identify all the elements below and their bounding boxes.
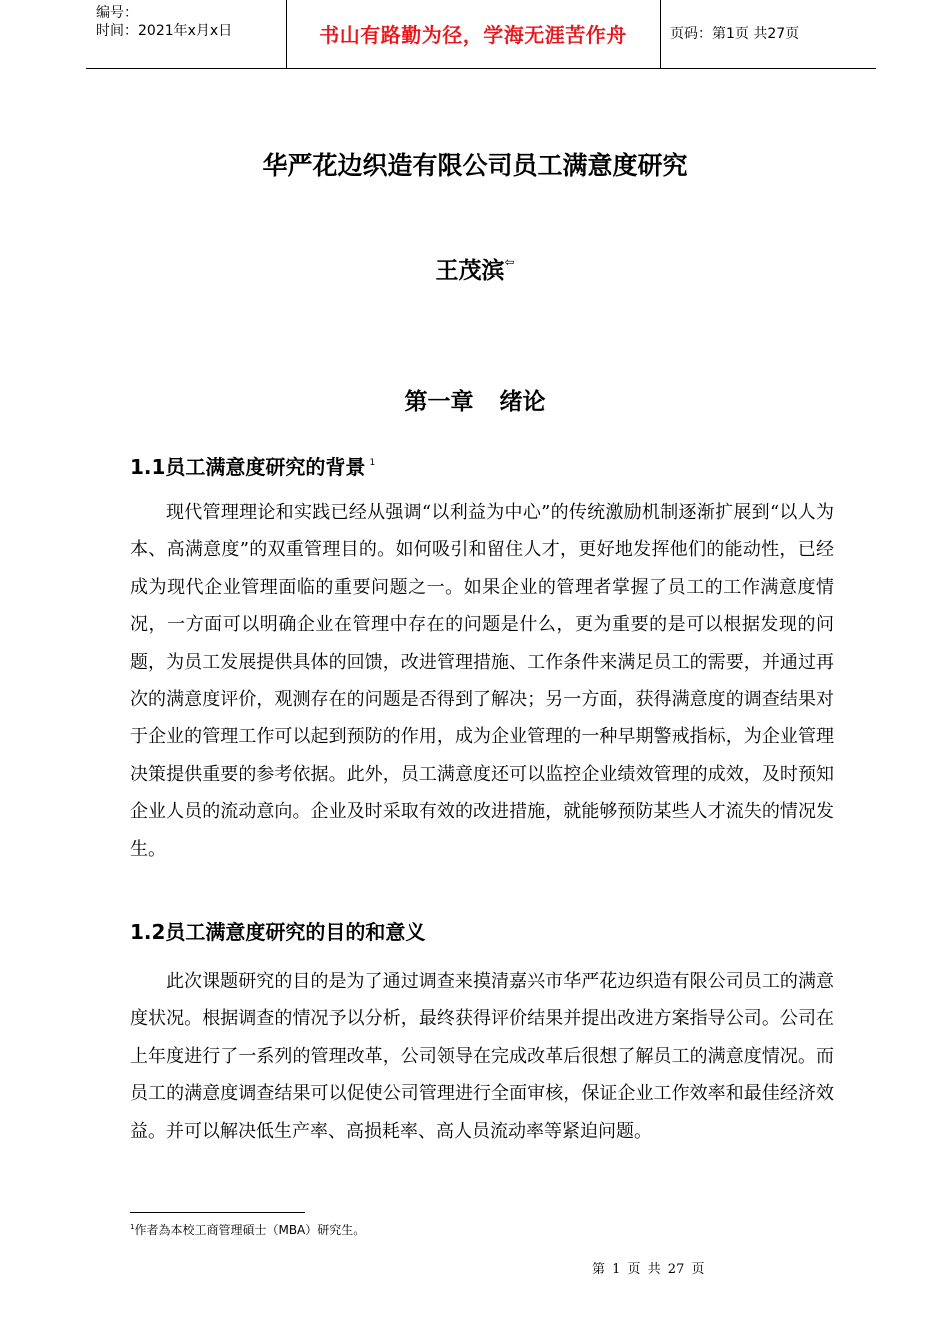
serial-number-label: 编号： [96,5,138,21]
footnote [130,1219,365,1238]
section-heading-1-1 [130,449,375,481]
header-motto-cell [286,0,661,68]
footnote-mark: 1 [130,1223,135,1231]
author-line [0,252,950,285]
header-meta-cell [86,0,287,68]
footnote-text: 作者為本校工商管理碩士（MBA）研究生。 [134,1223,366,1237]
header-page-cell [660,0,876,68]
page-footer: 第 1 页 共 27 页 [592,1262,705,1277]
section-1-2-paragraph: 此次课题研究的目的是为了通过调查来摸清嘉兴市华严花边织造有限公司员工的满意度状况。根据调查的情况予以分析，最终获得评价结果并提出改进方案指导公司。公司在上年度进行了一系列的管理改革，公司领导在完成改革后很想了解员工的满意度情况。而员工的满意度调查结果可以促使公司管理进行全面审核，保证企业工作效率和最佳经济效益。并可以解决低生产率、高损耗率、高人员流动率等紧迫问题。 [130,971,834,1142]
footnote-reference: 1 [369,458,376,468]
document-title: 华严花边织造有限公司员工满意度研究 [262,151,688,180]
author-footnote-mark: ⇦ [504,255,515,269]
section-1-1-paragraph: 现代管理理论和实践已经从强调“以利益为中心”的传统激励机制逐渐扩展到“以人为本、高满意度”的双重管理目的。如何吸引和留住人才，更好地发挥他们的能动性，已经成为现代企业管理面临的重要问题之一。如果企业的管理者掌握了员工的工作满意度情况，一方面可以明确企业在管理中存在的问题是什么，更为重要的是可以根据发现的问题，为员工发展提供具体的回馈，改进管理措施、工作条件来满足员工的需要，并通过再次的满意度评价，观测存在的问题是否得到了解决；另一方面，获得满意度的调查结果对于企业的管理工作可以起到预防的作用，成为企业管理的一种早期警戒指标，为企业管理决策提供重要的参考依据。此外，员工满意度还可以监控企业绩效管理的成效，及时预知企业人员的流动意向。企业及时采取有效的改进措施，就能够预防某些人才流失的情况发生。 [130,502,834,860]
author-name: 王茂滨 [435,258,505,284]
chapter-heading: 第一章 绪论 [404,389,546,415]
section-heading-1-1-text: 1.1员工满意度研究的背景 [130,455,366,479]
section-heading-1-2: 1.2员工满意度研究的目的和意义 [130,920,426,944]
page-header [86,0,876,69]
header-page-info: 页码：第1页 共27页 [670,26,800,42]
footnote-separator [130,1212,305,1213]
date-label: 时间：2021年x月x日 [96,23,233,39]
header-motto: 书山有路勤为径，学海无涯苦作舟 [319,23,627,47]
